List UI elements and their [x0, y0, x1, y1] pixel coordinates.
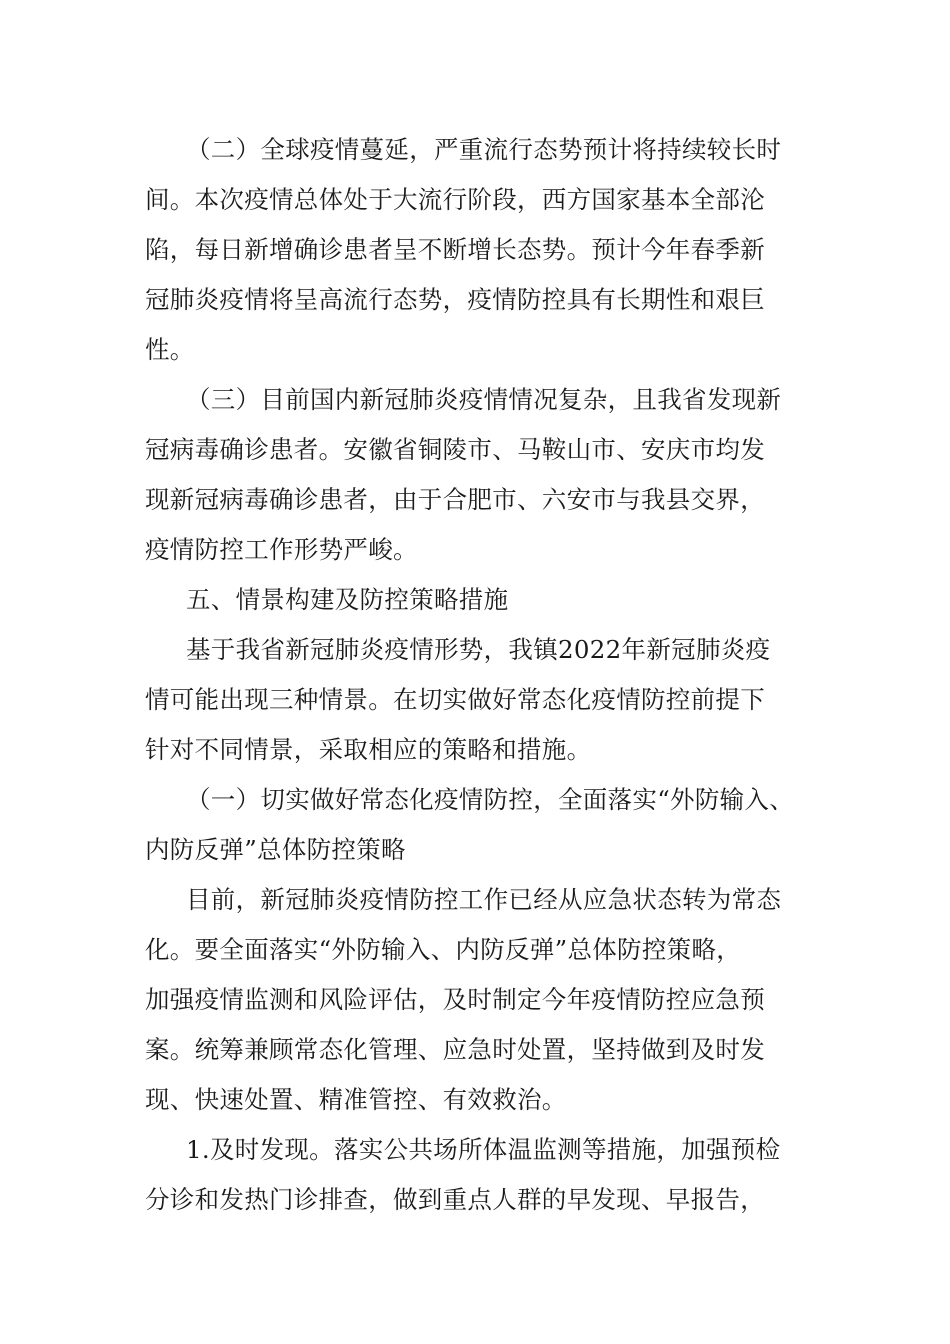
paragraph-line: 冠肺炎疫情将呈高流行态势，疫情防控具有长期性和艰巨 — [145, 285, 765, 314]
paragraph-line: 针对不同情景，采取相应的策略和措施。 — [145, 735, 592, 764]
paragraph-line: 间。本次疫情总体处于大流行阶段，西方国家基本全部沦 — [145, 185, 765, 214]
paragraph-line: 疫情防控工作形势严峻。 — [145, 535, 418, 564]
paragraph-line: 现新冠病毒确诊患者，由于合肥市、六安市与我县交界， — [145, 485, 765, 514]
paragraph-line: 陷，每日新增确诊患者呈不断增长态势。预计今年春季新 — [145, 235, 765, 264]
section-heading: 五、情景构建及防控策略措施 — [186, 585, 509, 614]
paragraph-line: （二）全球疫情蔓延，严重流行态势预计将持续较长时 — [186, 135, 782, 164]
paragraph-line: 目前，新冠肺炎疫情防控工作已经从应急状态转为常态 — [186, 885, 782, 914]
paragraph-line: 性。 — [145, 335, 195, 364]
paragraph-line: 冠病毒确诊患者。安徽省铜陵市、马鞍山市、安庆市均发 — [145, 435, 765, 464]
paragraph-line: 1.及时发现。落实公共场所体温监测等措施，加强预检 — [186, 1135, 781, 1164]
paragraph-line: 情可能出现三种情景。在切实做好常态化疫情防控前提下 — [145, 685, 765, 714]
paragraph-line: 加强疫情监测和风险评估，及时制定今年疫情防控应急预 — [145, 985, 765, 1014]
paragraph-line: 基于我省新冠肺炎疫情形势，我镇2022年新冠肺炎疫 — [186, 635, 771, 664]
subsection-heading: 内防反弹”总体防控策略 — [145, 835, 406, 864]
paragraph-line: 现、快速处置、精准管控、有效救治。 — [145, 1085, 567, 1114]
paragraph-line: 案。统筹兼顾常态化管理、应急时处置，坚持做到及时发 — [145, 1035, 765, 1064]
paragraph-line: 分诊和发热门诊排查，做到重点人群的早发现、早报告， — [145, 1185, 765, 1214]
subsection-heading: （一）切实做好常态化疫情防控，全面落实“外防输入、 — [186, 785, 795, 814]
paragraph-line: 化。要全面落实“外防输入、内防反弹”总体防控策略， — [145, 935, 742, 964]
paragraph-line: （三）目前国内新冠肺炎疫情情况复杂，且我省发现新 — [186, 385, 782, 414]
